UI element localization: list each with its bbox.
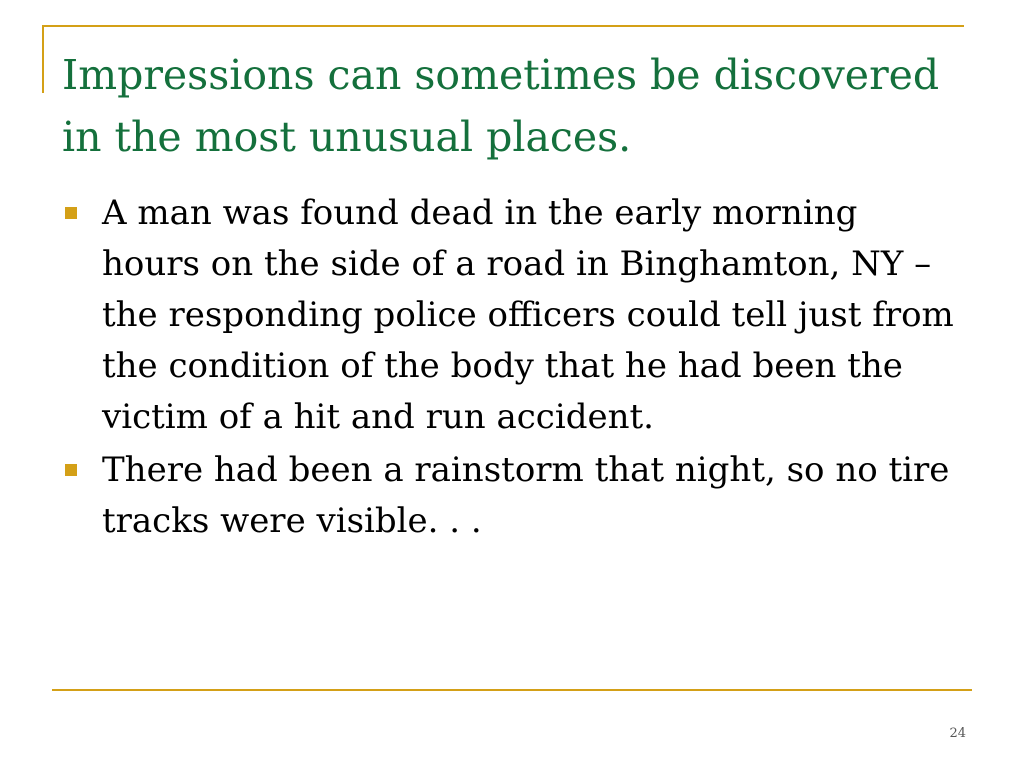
bullet-text: There had been a rainstorm that night, so no tire tracks were visible. . . xyxy=(102,450,950,541)
square-bullet-icon xyxy=(65,207,77,219)
top-divider xyxy=(42,25,964,27)
left-accent-line xyxy=(42,25,44,93)
bullet-text: A man was found dead in the early morning hours on the side of a road in Binghamton, NY – the responding police officers could tell just from the condition of the body that he had been the victim of a hit and run accident. xyxy=(102,193,954,437)
bullet-item xyxy=(62,188,962,443)
slide-title: Impressions can sometimes be discovered in the most unusual places. xyxy=(62,51,940,161)
bullet-item xyxy=(62,445,962,547)
page-number: 24 xyxy=(949,726,966,741)
square-bullet-icon xyxy=(65,464,77,476)
bullet-list xyxy=(62,188,962,549)
bottom-divider xyxy=(52,689,972,691)
